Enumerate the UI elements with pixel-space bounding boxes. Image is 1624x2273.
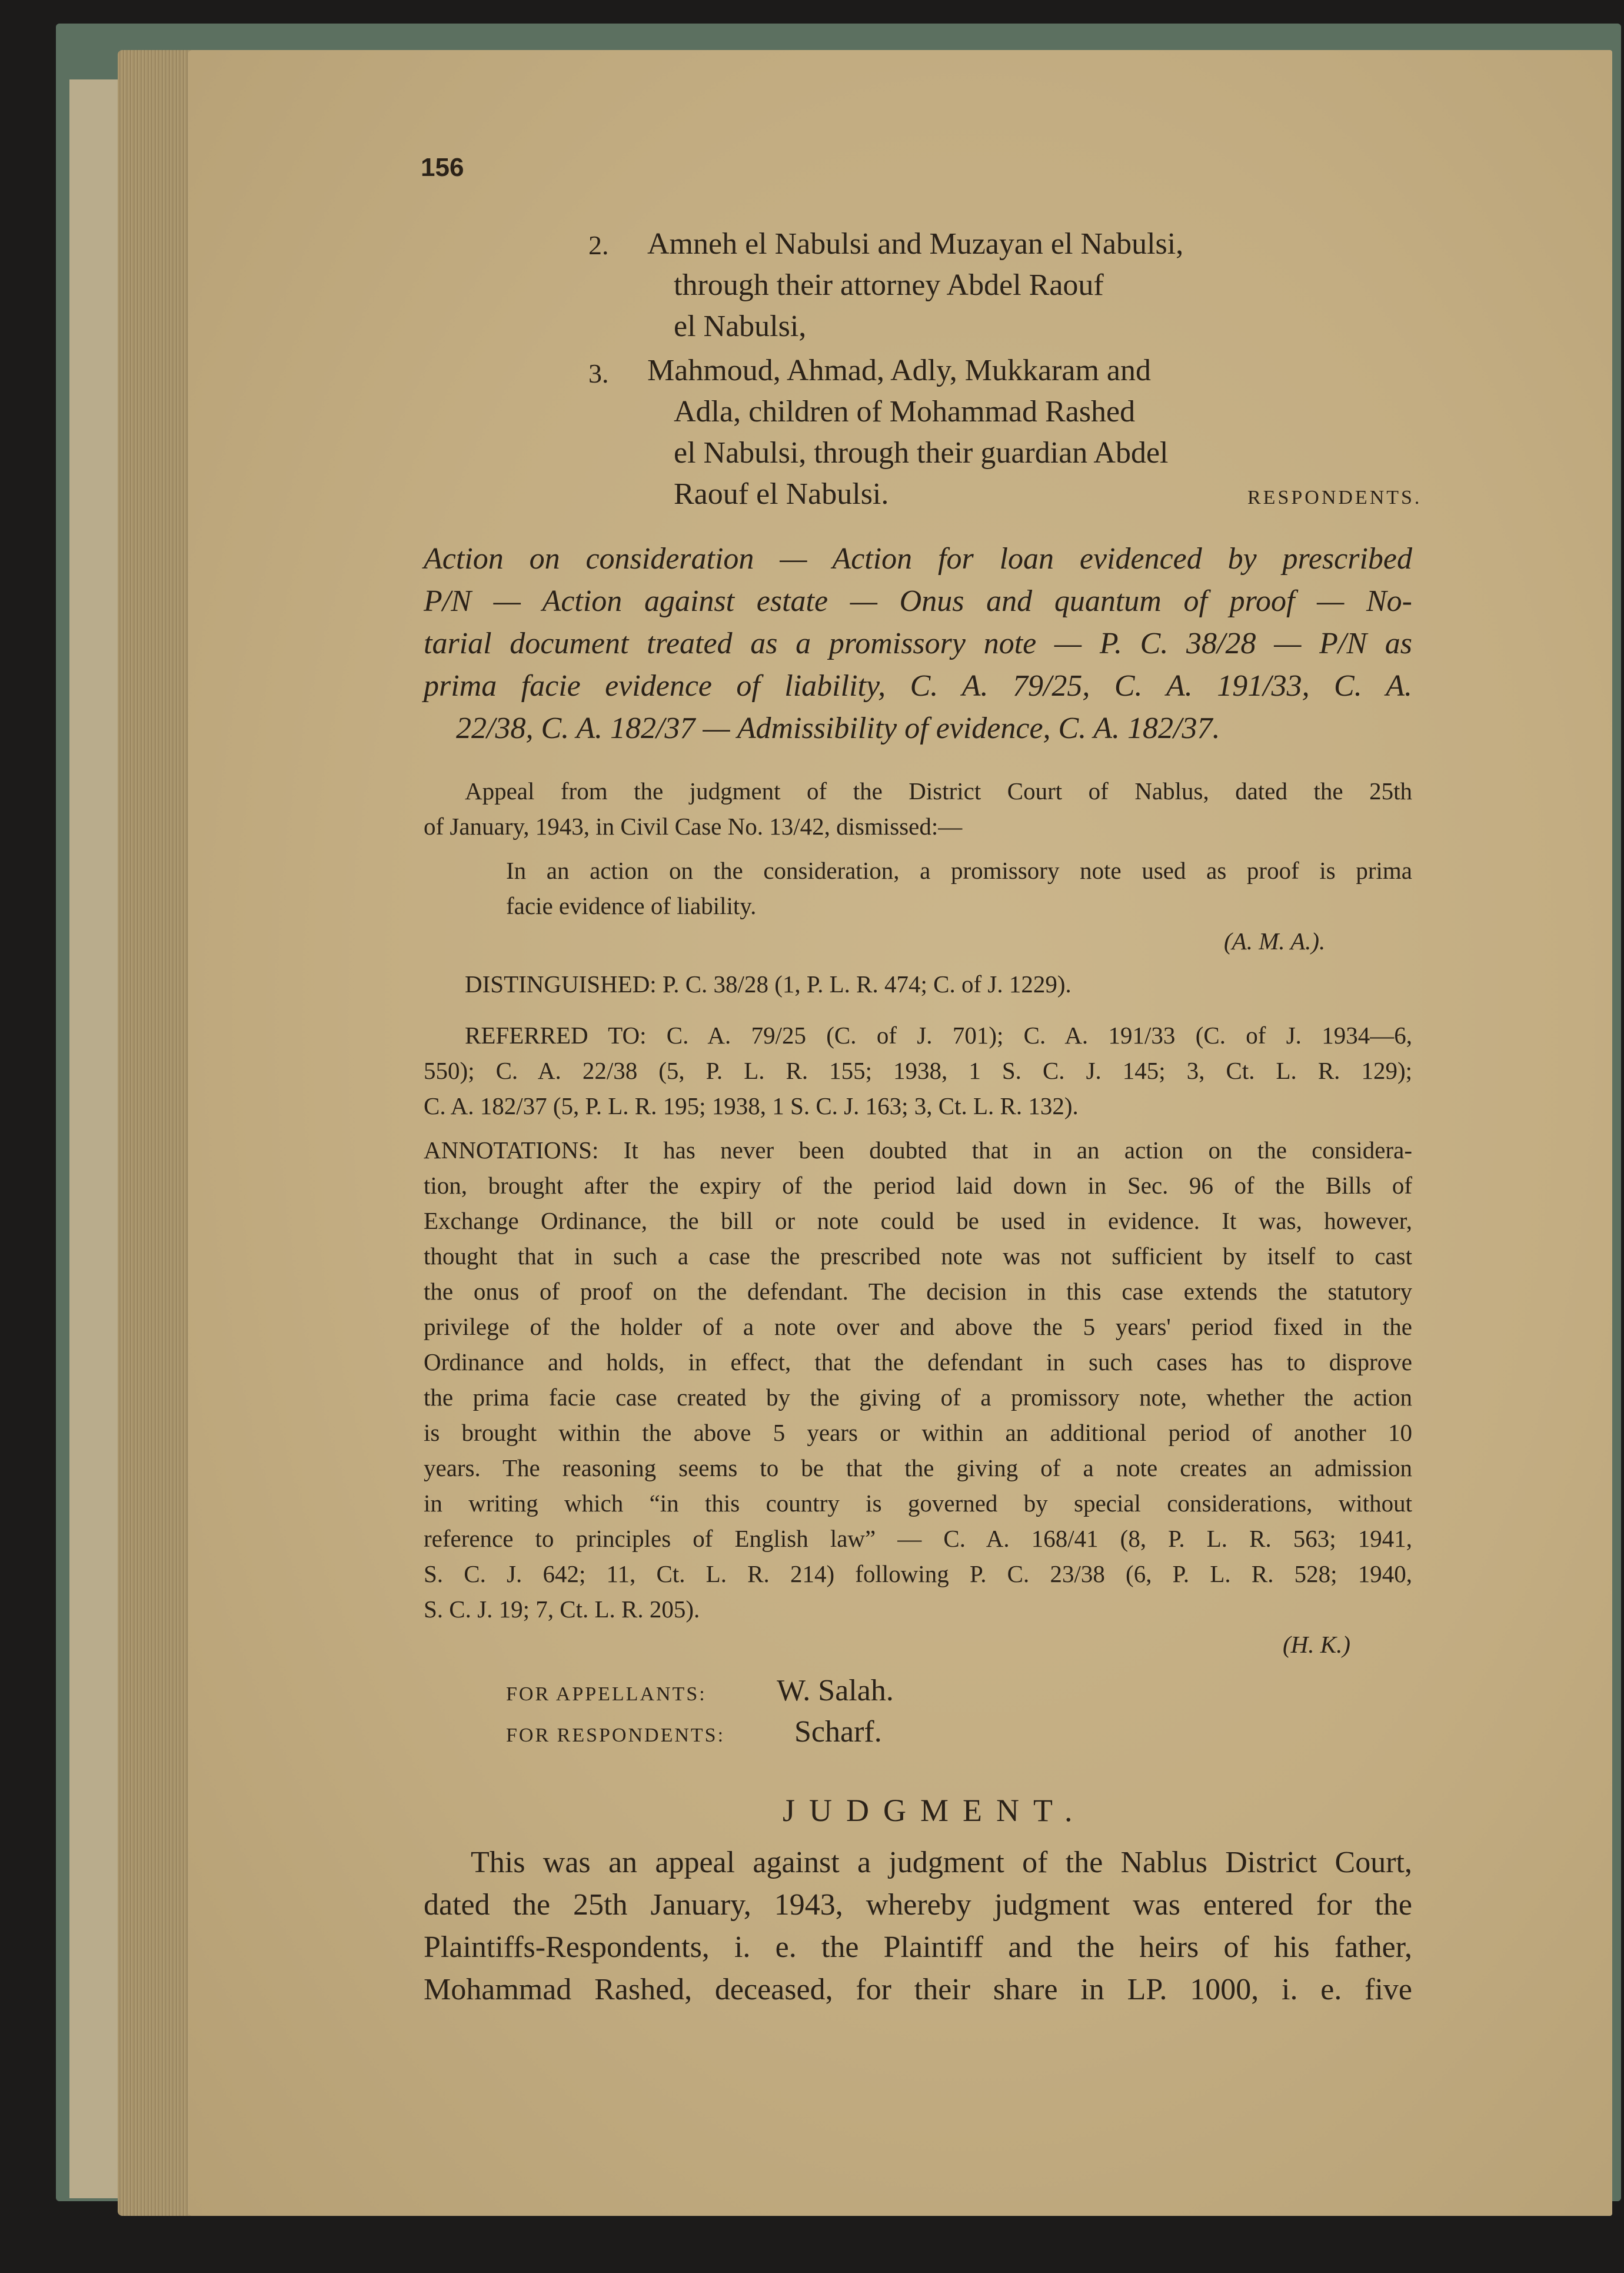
party-line: through their attorney Abdel Raouf [674, 268, 1104, 302]
counsel-label: FOR APPELLANTS: [506, 1683, 707, 1705]
referred-line: 550); C. A. 22/38 (5, P. L. R. 155; 1938, 1 S. C. J. 145; 3, Ct. L. R. 129); [424, 1057, 1412, 1084]
party-line: Adla, children of Mohammad Rashed [674, 395, 1136, 428]
annotation-line: the prima facie case created by the giving of a promissory note, whether the action [424, 1384, 1412, 1411]
page-number: 156 [421, 153, 464, 182]
annotation-line: S. C. J. 642; 11, Ct. L. R. 214) following P. C. 23/38 (6, P. L. R. 528; 1940, [424, 1560, 1412, 1587]
party-line: Amneh el Nabulsi and Muzayan el Nabulsi, [647, 227, 1184, 261]
party-line: el Nabulsi, through their guardian Abdel [674, 436, 1169, 470]
party-line: el Nabulsi, [674, 310, 807, 343]
party-number: 3. [588, 358, 609, 388]
counsel-name: Scharf. [794, 1715, 882, 1749]
headnote-line: Action on consideration — Action for loan evidenced by prescribed [424, 542, 1412, 576]
holding-initials: (A. M. A.). [1224, 928, 1326, 955]
party-line: Raouf el Nabulsi. [674, 477, 889, 511]
annotation-line: the onus of proof on the defendant. The decision in this case extends the statutory [424, 1278, 1412, 1305]
distinguished-line: DISTINGUISHED: P. C. 38/28 (1, P. L. R. 474; C. of J. 1229). [465, 971, 1071, 998]
headnote-line: tarial document treated as a promissory note — P. C. 38/28 — P/N as [424, 627, 1412, 660]
judgment-line: Plaintiffs-Respondents, i. e. the Plaintiff and the heirs of his father, [424, 1930, 1412, 1964]
page-edges [118, 50, 194, 2216]
judgment-line: This was an appeal against a judgment of the Nablus District Court, [471, 1846, 1412, 1879]
annotation-line: tion, brought after the expiry of the period laid down in Sec. 96 of the Bills of [424, 1172, 1412, 1199]
appeal-line: Appeal from the judgment of the District Court of Nablus, dated the 25th [465, 777, 1412, 805]
annotation-line: ANNOTATIONS: It has never been doubted that in an action on the considera- [424, 1136, 1412, 1164]
judgment-line: Mohammad Rashed, deceased, for their share in LP. 1000, i. e. five [424, 1973, 1412, 2006]
respondents-label: RESPONDENTS. [1247, 487, 1422, 509]
party-number: 2. [588, 230, 609, 260]
annotation-line: privilege of the holder of a note over and above the 5 years' period fixed in the [424, 1313, 1412, 1340]
annotation-line: is brought within the above 5 years or within an additional period of another 10 [424, 1419, 1412, 1446]
annotation-line: Ordinance and holds, in effect, that the defendant in such cases has to disprove [424, 1348, 1412, 1375]
annotation-initials: (H. K.) [1283, 1631, 1351, 1658]
referred-line: C. A. 182/37 (5, P. L. R. 195; 1938, 1 S. C. J. 163; 3, Ct. L. R. 132). [424, 1092, 1079, 1119]
annotation-line: Exchange Ordinance, the bill or note could be used in evidence. It was, however, [424, 1207, 1412, 1234]
holding-line: In an action on the consideration, a promissory note used as proof is prima [506, 857, 1412, 884]
headnote-line: P/N — Action against estate — Onus and quantum of proof — No- [424, 584, 1412, 618]
annotation-line: years. The reasoning seems to be that the giving of a note creates an admission [424, 1454, 1412, 1481]
counsel-label: FOR RESPONDENTS: [506, 1724, 726, 1746]
counsel-name: W. Salah. [777, 1674, 894, 1707]
annotation-line: reference to principles of English law” — C. A. 168/41 (8, P. L. R. 563; 1941, [424, 1525, 1412, 1552]
holding-line: facie evidence of liability. [506, 892, 757, 919]
party-line: Mahmoud, Ahmad, Adly, Mukkaram and [647, 354, 1151, 387]
judgment-title: JUDGMENT. [783, 1793, 1087, 1828]
headnote-line: prima facie evidence of liability, C. A. 79/25, C. A. 191/33, C. A. [424, 669, 1412, 703]
annotation-line: in writing which “in this country is governed by special considerations, without [424, 1490, 1412, 1517]
annotation-line: S. C. J. 19; 7, Ct. L. R. 205). [424, 1596, 700, 1623]
annotation-line: thought that in such a case the prescribed note was not sufficient by itself to cast [424, 1242, 1412, 1270]
judgment-line: dated the 25th January, 1943, whereby judgment was entered for the [424, 1888, 1412, 1922]
referred-line: REFERRED TO: C. A. 79/25 (C. of J. 701); C. A. 191/33 (C. of J. 1934—6, [465, 1022, 1412, 1049]
headnote-line: 22/38, C. A. 182/37 — Admissibility of evidence, C. A. 182/37. [456, 712, 1220, 745]
appeal-line: of January, 1943, in Civil Case No. 13/42, dismissed:— [424, 813, 963, 840]
book-page [188, 50, 1612, 2216]
